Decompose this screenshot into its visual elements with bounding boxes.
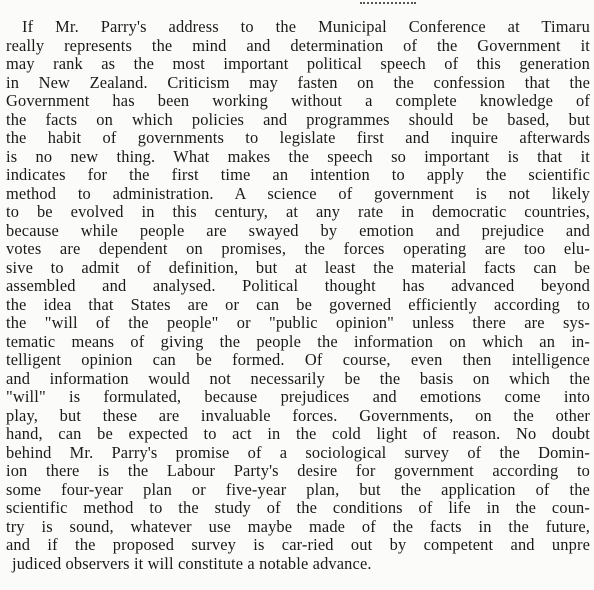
article-line: the idea that States are or can be governed efficiently according to: [6, 294, 590, 314]
article-line: sive to admit of definition, but at least the material facts can be: [6, 257, 590, 277]
article-line: telligent opinion can be formed. Of course, even then intelligence: [6, 350, 590, 369]
article-line: some four-year plan or five-year plan, but the application of the: [6, 479, 590, 499]
article-line: votes are dependent on promises, the forces operating are too elu-: [6, 239, 590, 258]
article-line: because while people are swayed by emotion and prejudice and: [6, 220, 590, 240]
article-line: ion there is the Labour Party's desire for government according to: [6, 461, 590, 480]
article-line: to be evolved in this century, at any rate in democratic countries,: [6, 202, 590, 221]
article-line: try is sound, whatever use maybe made of the facts in the future,: [6, 516, 590, 536]
article-line: and if the proposed survey is car-ried out by competent and unpre: [6, 535, 590, 554]
article-line: hand, can be expected to act in the cold light of reason. No doubt: [6, 424, 590, 443]
article-line: play, but these are invaluable forces. Governments, on the other: [6, 405, 590, 425]
article-line: really represents the mind and determination of the Government it: [6, 35, 590, 55]
article-line: the "will of the people" or "public opinion" unless there are sys-: [6, 313, 590, 332]
article-line: indicates for the first time an intention to apply the scientific: [6, 165, 590, 184]
article-line: tematic means of giving the people the information on which an in-: [6, 331, 590, 351]
article-line: the facts on which policies and programmes should be based, but: [6, 109, 590, 129]
article-line: in New Zealand. Criticism may fasten on the confession that the: [6, 72, 590, 92]
article-line: is no new thing. What makes the speech so important is that it: [6, 146, 590, 166]
article-line: may rank as the most important political speech of this generation: [6, 54, 590, 73]
article-line: assembled and analysed. Political thought has advanced beyond: [6, 276, 590, 295]
article-line: "will" is formulated, because prejudices and emotions come into: [6, 387, 590, 406]
article-line: If Mr. Parry's address to the Municipal Conference at Timaru: [22, 17, 590, 36]
article-line: scientific method to the study of the conditions of life in the coun-: [6, 498, 590, 517]
article-line: judiced observers it will constitute a notable advance.: [12, 553, 372, 573]
article-line: and information would not necessarily be the basis on which the: [6, 368, 590, 388]
article-line: Government has been working without a complete knowledge of: [6, 91, 590, 110]
editorial-article: [6, 18, 590, 573]
article-line: method to administration. A science of government is not likely: [6, 183, 590, 203]
article-line: the habit of governments to legislate first and inquire afterwards: [6, 128, 590, 147]
article-line: behind Mr. Parry's promise of a sociological survey of the Domin-: [6, 442, 590, 462]
top-divider-rule: [360, 2, 416, 4]
